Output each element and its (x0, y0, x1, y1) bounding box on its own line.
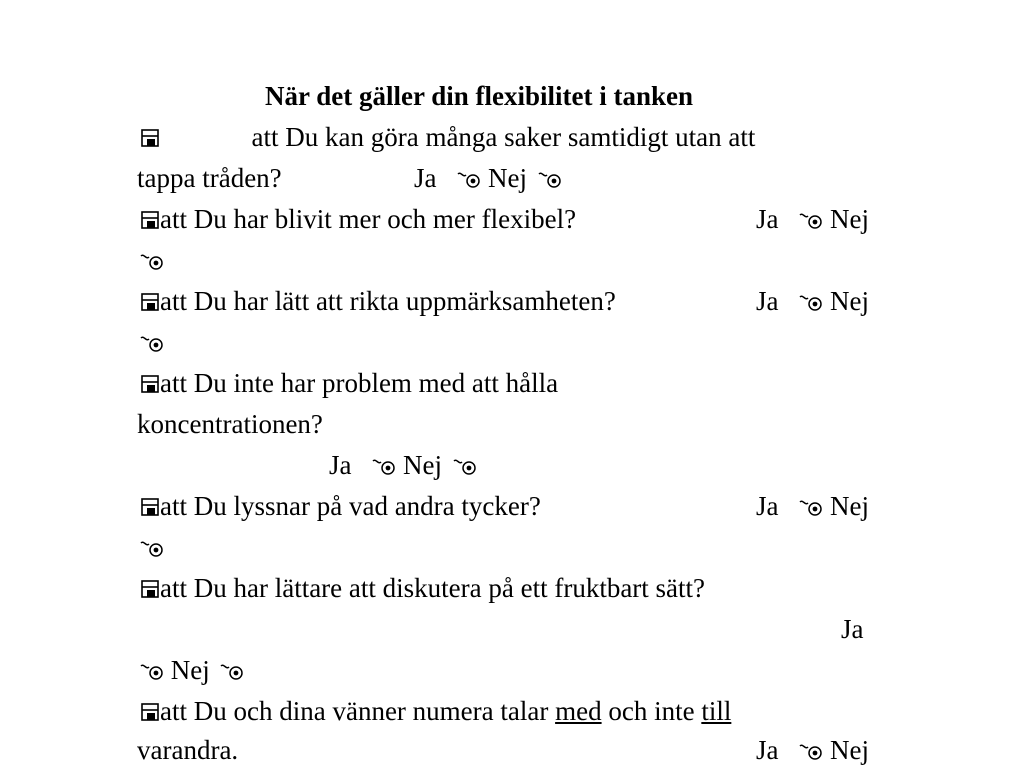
question-1 (140, 117, 755, 157)
answer-yes-label: Ja (414, 163, 437, 193)
answer-no-icon[interactable] (140, 333, 164, 353)
question-text: och inte (608, 696, 695, 726)
question-4 (140, 363, 558, 403)
question-6-yes-line (841, 609, 864, 649)
answer-yes-icon[interactable] (799, 210, 823, 230)
question-text: koncentrationen? (137, 409, 323, 439)
question-2 (140, 199, 576, 239)
page-title: När det gäller din flexibilitet i tanken (265, 81, 693, 111)
question-4-answers (329, 445, 477, 485)
question-2-no-icon-line (140, 240, 164, 280)
question-2-answers (756, 199, 869, 239)
answer-yes-label: Ja (756, 204, 779, 234)
checkbox-icon[interactable] (140, 702, 160, 722)
question-4-line-2 (137, 404, 323, 444)
answer-yes-icon[interactable] (799, 741, 823, 761)
answer-yes-label: Ja (841, 614, 864, 644)
question-6 (140, 568, 705, 608)
answer-yes-icon[interactable] (140, 661, 164, 681)
question-5 (140, 486, 541, 526)
question-3-answers (756, 281, 869, 321)
answer-yes-label: Ja (756, 286, 779, 316)
question-5-no-icon-line (140, 527, 164, 567)
question-7-answers (756, 730, 869, 770)
checkbox-icon[interactable] (140, 292, 160, 312)
answer-no-icon[interactable] (140, 251, 164, 271)
question-text: att Du har blivit mer och mer flexibel? (160, 204, 577, 234)
underlined-word-med: med (555, 696, 602, 726)
question-7-line-2 (137, 730, 238, 770)
question-text: tappa tråden? (137, 163, 282, 193)
question-text: att Du har lättare att diskutera på ett fruktbart sätt? (160, 573, 706, 603)
answer-no-label: Nej (830, 204, 869, 234)
answer-no-icon[interactable] (538, 169, 562, 189)
answer-yes-icon[interactable] (372, 456, 396, 476)
answer-yes-icon[interactable] (799, 292, 823, 312)
question-text: att Du lyssnar på vad andra tycker? (160, 491, 541, 521)
question-text: att Du kan göra många saker samtidigt utan att (251, 122, 756, 152)
question-text: att Du inte har problem med att hålla (160, 368, 559, 398)
answer-no-label: Nej (488, 163, 527, 193)
question-1-answer-line (137, 158, 282, 198)
answer-yes-label: Ja (329, 450, 352, 480)
answer-yes-label: Ja (756, 735, 779, 765)
answer-yes-label: Ja (756, 491, 779, 521)
answer-no-icon[interactable] (220, 661, 244, 681)
question-3 (140, 281, 616, 321)
underlined-word-till: till (701, 696, 732, 726)
question-3-no-icon-line (140, 322, 164, 362)
answer-no-label: Nej (403, 450, 442, 480)
answer-no-icon[interactable] (453, 456, 477, 476)
answer-no-label: Nej (830, 286, 869, 316)
question-text: att Du har lätt att rikta uppmärksamheten? (160, 286, 616, 316)
checkbox-icon[interactable] (140, 374, 160, 394)
checkbox-icon[interactable] (140, 128, 160, 148)
answer-yes-icon[interactable] (799, 497, 823, 517)
answer-no-icon[interactable] (140, 538, 164, 558)
question-6-answers (140, 650, 244, 690)
question-7 (140, 691, 731, 731)
question-text: att Du och dina vänner numera talar (160, 696, 549, 726)
answer-yes-icon[interactable] (457, 169, 481, 189)
question-5-answers (756, 486, 869, 526)
answer-no-label: Nej (830, 491, 869, 521)
answer-no-label: Nej (830, 735, 869, 765)
checkbox-icon[interactable] (140, 210, 160, 230)
checkbox-icon[interactable] (140, 579, 160, 599)
checkbox-icon[interactable] (140, 497, 160, 517)
question-text: varandra. (137, 735, 239, 765)
answer-no-label: Nej (170, 655, 210, 685)
question-1-answers (414, 158, 562, 198)
